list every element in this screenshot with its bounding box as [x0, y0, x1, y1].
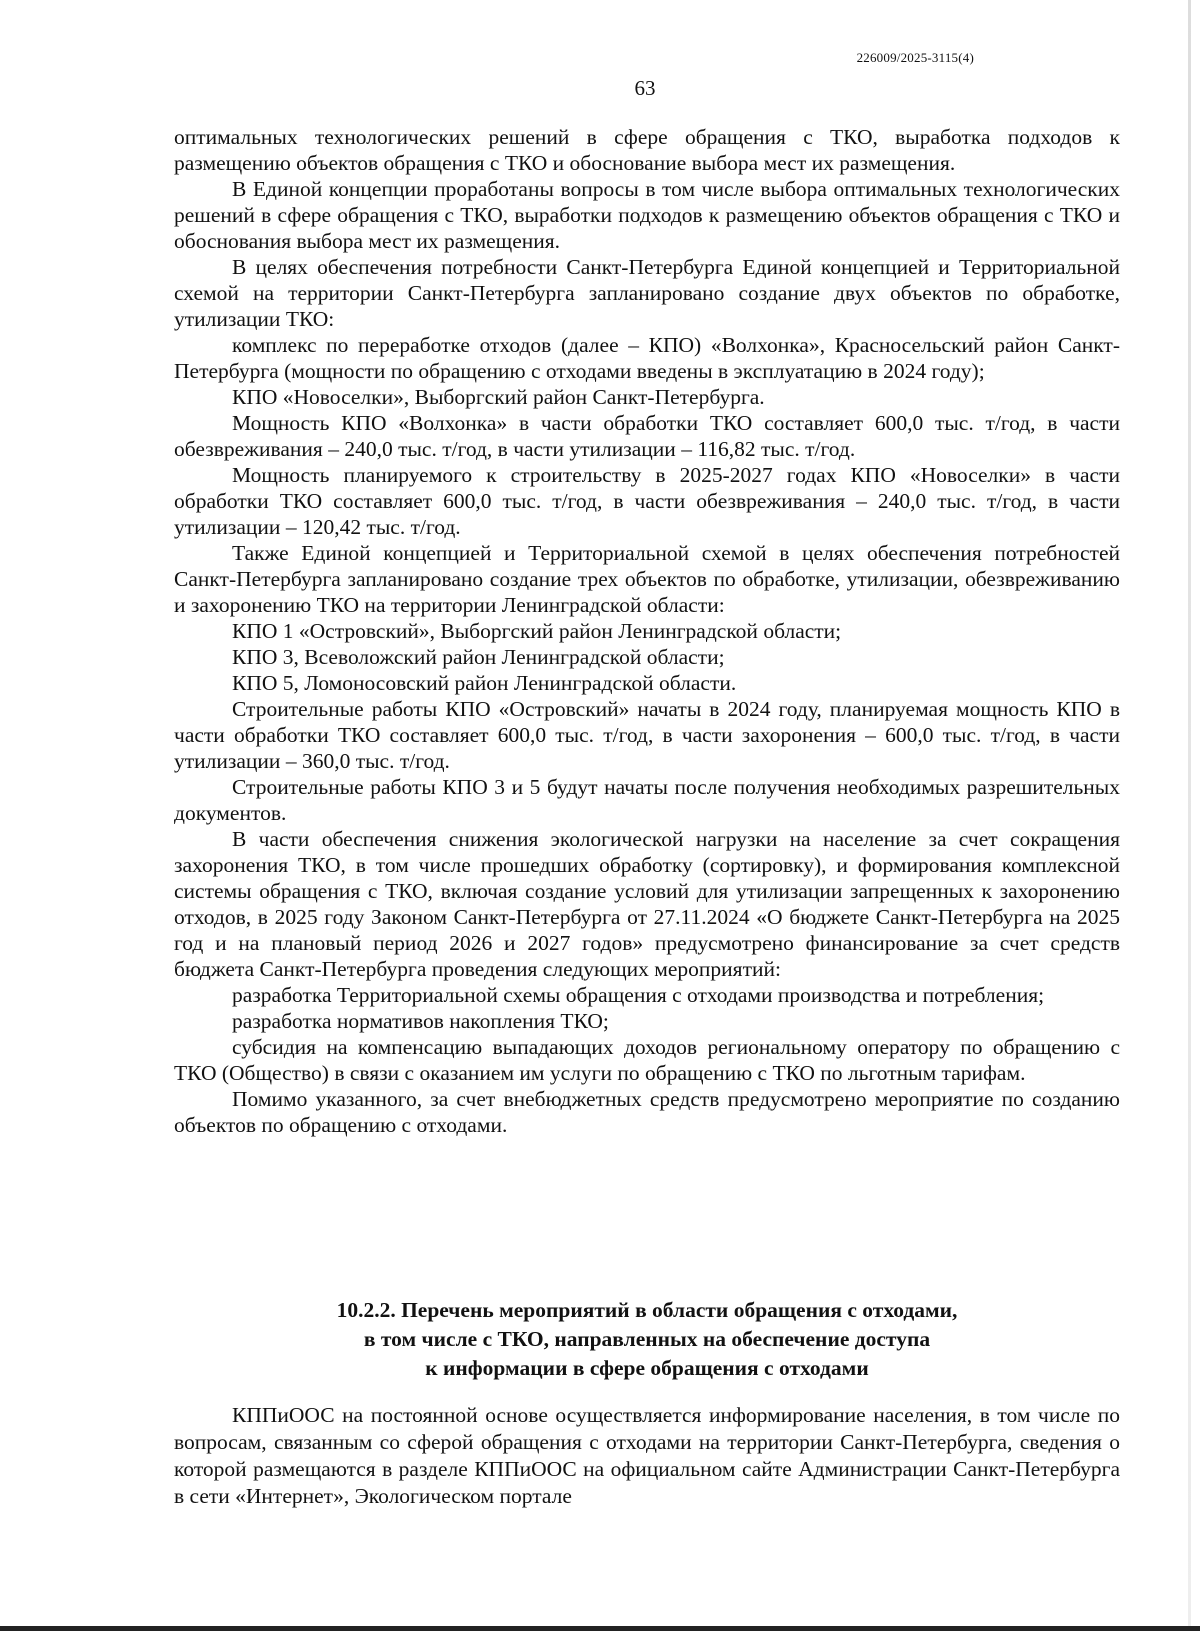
- list-item: комплекс по переработке отходов (далее – КПО) «Волхонка», Красносельский район Санкт-Петербурга (мощности по обращению с отходами введены в эксплуатацию в 2024 году);: [174, 333, 1120, 383]
- paragraph: Также Единой концепцией и Территориальной схемой в целях обеспечения потребностей Санкт-Петербурга запланировано создание трех объектов по обработке, утилизации, обезвреживанию и захоронению ТКО на территории Ленинградской области:: [174, 541, 1120, 617]
- paragraph: В целях обеспечения потребности Санкт-Петербурга Единой концепцией и Территориальной схемой на территории Санкт-Петербурга запланировано создание двух объектов по обработке, утилизации ТКО:: [174, 255, 1120, 331]
- list-item: разработка нормативов накопления ТКО;: [232, 1009, 609, 1033]
- paragraph: Строительные работы КПО 3 и 5 будут начаты после получения необходимых разрешительных документов.: [174, 775, 1120, 825]
- body-text: [174, 124, 1120, 1138]
- paragraph: оптимальных технологических решений в сфере обращения с ТКО, выработка подходов к размещению объектов обращения с ТКО и обоснование выбора мест их размещения.: [174, 125, 1120, 175]
- section-heading-line: в том числе с ТКО, направленных на обеспечение доступа: [363, 1327, 931, 1351]
- section-heading: [174, 1296, 1120, 1383]
- paragraph: В Единой концепции проработаны вопросы в том числе выбора оптимальных технологических решений в сфере обращения с ТКО, выработки подходов к размещению объектов обращения с ТКО и обоснования выбора мест их размещения.: [174, 177, 1120, 253]
- paragraph: Строительные работы КПО «Островский» начаты в 2024 году, планируемая мощность КПО в части обработки ТКО составляет 600,0 тыс. т/год, в части захоронения – 600,0 тыс. т/год, в части утилизации – 360,0 тыс. т/год.: [174, 697, 1120, 773]
- list-item: КПО 3, Всеволожский район Ленинградской области;: [232, 645, 725, 669]
- scan-bottom-edge: [0, 1626, 1200, 1631]
- paragraph: Помимо указанного, за счет внебюджетных средств предусмотрено мероприятие по созданию объектов по обращению с отходами.: [174, 1087, 1120, 1137]
- paragraph: Мощность планируемого к строительству в 2025-2027 годах КПО «Новоселки» в части обработки ТКО составляет 600,0 тыс. т/год, в части обезвреживания – 240,0 тыс. т/год, в части утилизации – 120,42 тыс. т/год.: [174, 463, 1120, 539]
- paragraph: Мощность КПО «Волхонка» в части обработки ТКО составляет 600,0 тыс. т/год, в части обезвреживания – 240,0 тыс. т/год, в части утилизации – 116,82 тыс. т/год.: [174, 411, 1120, 461]
- list-item: КПО 1 «Островский», Выборгский район Ленинградской области;: [232, 619, 842, 643]
- list-item: КПО 5, Ломоносовский район Ленинградской области.: [232, 671, 737, 695]
- document-number: 226009/2025-3115(4): [856, 50, 974, 65]
- page-number: 63: [634, 76, 656, 100]
- list-item: КПО «Новоселки», Выборгский район Санкт-Петербурга.: [232, 385, 765, 409]
- paragraph: В части обеспечения снижения экологической нагрузки на население за счет сокращения захоронения ТКО, в том числе прошедших обработку (сортировку), и формирования комплексной системы обращения с ТКО, включая создание условий для утилизации запрещенных к захоронению отходов, в 2025 году Законом Санкт-Петербурга от 27.11.2024 «О бюджете Санкт-Петербурга на 2025 год и на плановый период 2026 и 2027 годов» предусмотрено финансирование за счет средств бюджета Санкт-Петербурга проведения следующих мероприятий:: [174, 827, 1120, 981]
- scan-edge: [1188, 0, 1191, 1631]
- section-heading-line: 10.2.2. Перечень мероприятий в области обращения с отходами,: [336, 1298, 958, 1322]
- section-heading-line: к информации в сфере обращения с отходами: [425, 1356, 869, 1380]
- section-body: [174, 1402, 1120, 1510]
- paragraph: КППиООС на постоянной основе осуществляется информирование населения, в том числе по вопросам, связанным со сферой обращения с отходами на территории Санкт-Петербурга, сведения о которой размещаются в разделе КППиООС на официальном сайте Администрации Санкт-Петербурга в сети «Интернет», Экологическом портале: [174, 1403, 1120, 1508]
- list-item: субсидия на компенсацию выпадающих доходов региональному оператору по обращению с ТКО (Общество) в связи с оказанием им услуги по обращению с ТКО по льготным тарифам.: [174, 1035, 1120, 1085]
- list-item: разработка Территориальной схемы обращения с отходами производства и потребления;: [232, 983, 1045, 1007]
